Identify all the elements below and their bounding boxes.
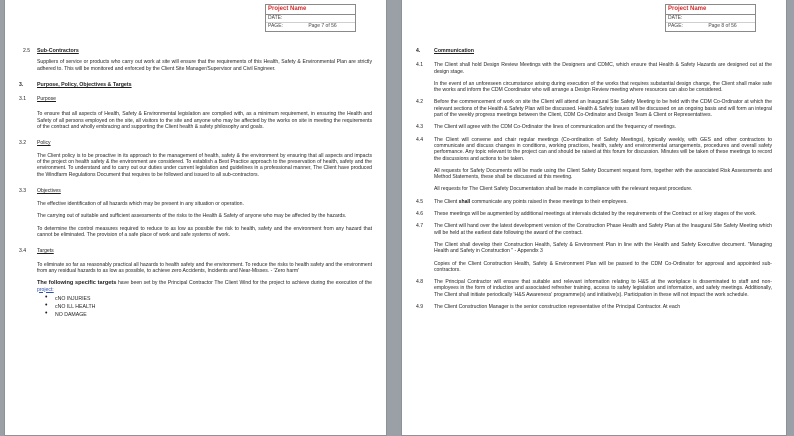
paragraph: To determine the control measures required to reduce to as low as possible the risk to health, safety and the environment from any hazard that cannot be eliminated. The provision of a safe place of work and safe systems of work. <box>37 225 372 239</box>
paragraph: The Client will convene and chair regular meetings (Co-ordination of Safety Meetings), typically weekly, with GES and other contractors to communicate and discuss changes in conditions, working practices, health, safety and environmental arrangements, procedures and overall safety performance. Any topic relevant to the project can and should be raised at this forum for discussion. Minutes will be taken of these meetings to record the discussions and actions to be taken. <box>434 136 772 162</box>
section-number: 4.5 <box>416 198 424 205</box>
date-value <box>690 15 755 22</box>
section-3-2 <box>19 140 372 177</box>
paragraph: The Client shall hold Design Review Meetings with the Designers and CDMC, which ensure that Health & Safety Hazards are designed out at the design stage. <box>434 62 772 75</box>
section-4-7 <box>416 223 772 273</box>
section-3-4 <box>19 248 372 318</box>
page-number: Page 7 of 56 <box>308 23 337 29</box>
section-number: 4.6 <box>416 211 424 218</box>
section-number: 4.9 <box>416 304 424 311</box>
section-title: Purpose, Policy, Objectives & Targets <box>37 81 132 88</box>
document-page-right <box>401 0 787 436</box>
paragraph: Before the commencement of work on site the Client will attend an Inaugural Site Safety Meeting to be held with the CDM Co-Ordinator at which the relevant sections of the Health & Safety Plan will be discussed. Health & Safety issues will be discussed on an ongoing basis and will form an integral part of the weekly progress meetings between the Client, CDM Co-Ordinator and Design Team & Client or Representatives. <box>434 99 772 119</box>
section-2-5 <box>19 48 372 72</box>
page-header-box <box>665 4 756 32</box>
paragraph: The carrying out of suitable and sufficient assessments of the risks to the Health & Safety of anyone who may be affected by the hazards. <box>37 213 347 220</box>
paragraph: To ensure that all aspects of Health, Safety & Environmental legislation are complied with, as a minimum requirement, in ensuring the Health and Safety of all persons employed on the site, all visitors to the site and anyone who may be affected by the works on site in meeting the requirements of the contract and wholly embracing and supporting the Client health & safety philosophy and goals. <box>37 111 372 131</box>
section-title: Communication <box>434 48 475 54</box>
page-header-box <box>265 4 356 32</box>
section-4-1 <box>416 62 772 93</box>
page-number: Page 8 of 56 <box>708 23 737 29</box>
document-page-left <box>4 0 387 436</box>
paragraph: These meetings will be augmented by additional meetings at intervals dictated by the requirements of the Contract or at key stages of the work. <box>434 211 757 218</box>
page-body <box>416 48 772 316</box>
section-number: 3.4 <box>19 248 27 255</box>
section-number: 4.3 <box>416 124 424 131</box>
section-title: Sub-Contractors <box>37 48 79 54</box>
project-name: Project Name <box>266 5 355 15</box>
subsection-title: Policy <box>37 140 51 147</box>
section-number: 4.2 <box>416 99 424 106</box>
list-item: • cNO INJURIES <box>45 296 372 302</box>
date-row <box>666 15 755 23</box>
list-item: • NO DAMAGE <box>45 312 372 318</box>
section-number: 3. <box>19 81 24 88</box>
subsection-title: Purpose <box>37 96 56 103</box>
targets-text: have been set by the Principal Contractor The Client Wind for the project to achieve during the execution of the <box>116 280 372 287</box>
section-4-6 <box>416 211 772 217</box>
targets-intro <box>37 280 372 293</box>
section-number: 3.3 <box>19 187 27 194</box>
section-number: 3.2 <box>19 140 27 147</box>
section-number: 2.5 <box>23 48 31 54</box>
project-link[interactable]: project: <box>37 286 54 293</box>
paragraph: To eliminate so far as reasonably practical all hazards to health safety and the environment. To reduce the risks to health safety and the environment from any residual hazards to as low as possible, to achieve zero Accidents, Incidents and Near-Misses. - 'Zero harm' <box>37 261 372 274</box>
date-row <box>266 15 355 23</box>
section-4 <box>416 48 772 54</box>
section-4-3 <box>416 124 772 130</box>
section-number: 4.1 <box>416 62 424 69</box>
section-4-2 <box>416 99 772 118</box>
page-label: PAGE: <box>668 23 683 29</box>
paragraph: Suppliers of service or products who carry out work at site will ensure that the requirements of this Health, Safety & Environmental Plan are strictly adhered to. This will be monitored and enforced by the Client Site Manager/Supervisor and Civil Engineer. <box>37 59 372 72</box>
page-body <box>19 48 372 321</box>
paragraph: All requests for Safety Documents will be made using the Client Safety Document request form, together with the associated Risk Assessments and Method Statements, these shall be discussed at this meeting. <box>434 167 772 181</box>
page-row <box>266 23 355 31</box>
section-number: 4. <box>416 48 421 54</box>
text-run: communicate any points raised in these meetings to their employees. <box>470 198 628 205</box>
paragraph: The Client will hand over the latest development version of the Construction Phase Health and Safety Plan at the Inaugural Site Safety Meeting which will be held at the earliest date following the award of the contract. <box>434 223 772 236</box>
section-3-1 <box>19 96 372 130</box>
targets-lead: The following specific targets <box>37 280 117 287</box>
project-name: Project Name <box>666 5 755 15</box>
paragraph: In the event of an unforeseen circumstance arising during execution of the works that requires substantial design change, the Client shall make safe the works and inform the CDM Coordinator who will arrange a Design Review meeting where resources can also be considered. <box>434 80 772 94</box>
paragraph: The Principal Contractor will ensure that suitable and relevant information relating to H&S at the workplace is disseminated to staff and non-employees in the form of induction and associated refresher training, access to safety legislation and information, and safety meetings. Additionally, The Client shall initiate periodically 'H&S Awareness' programme(s) and initiative(s). Participation in these will not impact the work schedule. <box>434 279 772 298</box>
date-value <box>290 15 355 22</box>
paragraph: The Client policy is to be proactive in its approach to the management of health, safety & the environment by ensuring that all aspects and impacts of the project on health safety & the environment are considered. To establish a Best Practice approach to the preservation of health, safety and the environment. To understand and to carry out our duties under current legislation and guidelines in a professional manner, The Client have produced the Windfarm Regulations Document that requires to be followed and issued to all sub-contractors. <box>37 152 372 178</box>
section-number: 3.1 <box>19 96 27 103</box>
section-number: 4.8 <box>416 279 424 286</box>
page-row <box>666 23 755 31</box>
section-4-8 <box>416 279 772 298</box>
targets-list <box>45 296 372 319</box>
section-4-5 <box>416 199 772 205</box>
page-label: PAGE: <box>268 23 283 29</box>
text-run: The Client <box>434 198 459 205</box>
paragraph: All requests for The Client Safety Documentation shall be made in compliance with the relevant request procedure. <box>434 186 693 193</box>
section-4-4 <box>416 137 772 193</box>
subsection-title: Targets <box>37 248 54 255</box>
paragraph: The effective identification of all hazards which may be present in any situation or operation. <box>37 201 244 208</box>
paragraph: The Client shall develop their Construction Health, Safety & Environment Plan in line with the Health and Safety Executive document. "Managing Health and Safety in Construction " - Appendix 3 <box>434 241 772 255</box>
paragraph: Copies of the Client Construction Health, Safety & Environment Plan will be passed to the CDM Co-Ordinator for approval and appointed sub-contractors. <box>434 260 772 273</box>
paragraph: The Client will agree with the CDM Co-Ordinator the lines of communication and the frequency of meetings. <box>434 124 677 131</box>
text-run-bold: shall <box>458 198 471 205</box>
list-item: • cNO ILL HEALTH <box>45 304 372 310</box>
section-number: 4.7 <box>416 223 424 230</box>
section-3-3 <box>19 188 372 238</box>
date-label: DATE: <box>268 15 283 21</box>
section-number: 4.4 <box>416 136 424 143</box>
section-4-9 <box>416 304 772 310</box>
section-3 <box>19 82 372 88</box>
paragraph: The Client Construction Manager is the senior construction representative of the Principal Contractor. At each <box>434 304 681 311</box>
paragraph <box>434 199 772 205</box>
date-label: DATE: <box>668 15 683 21</box>
subsection-title: Objectives <box>37 187 61 194</box>
